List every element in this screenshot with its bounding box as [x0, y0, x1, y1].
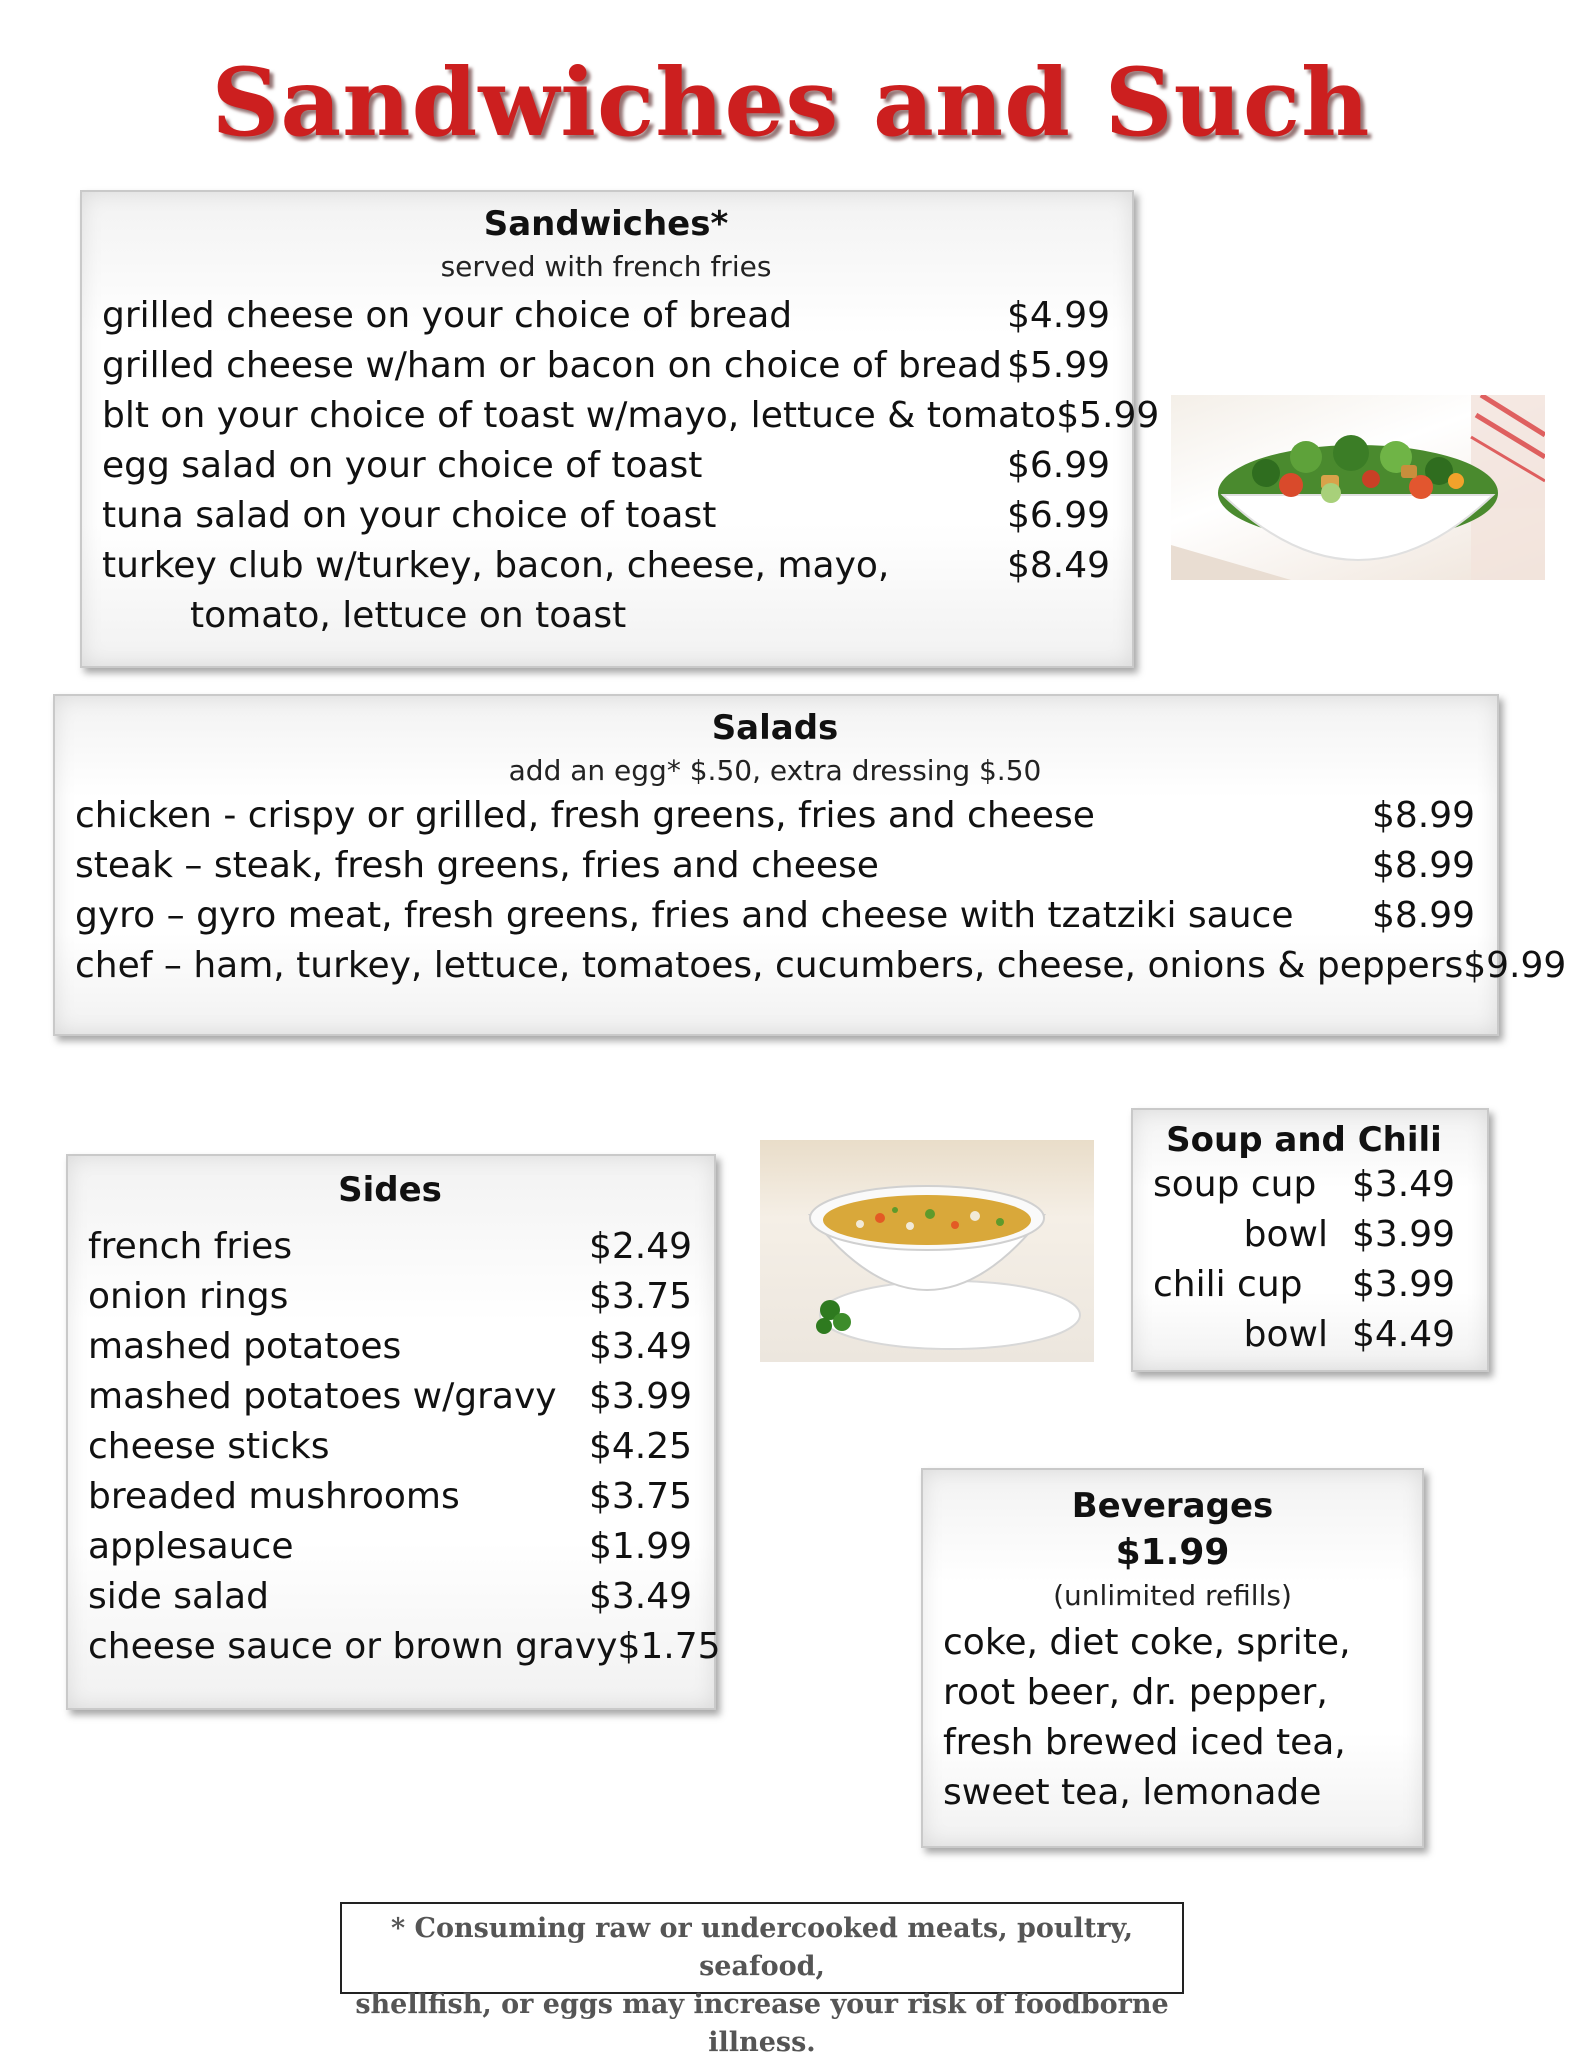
menu-item — [102, 391, 1160, 441]
notice-line-2: shellfish, or eggs may increase your risk of foodborne illness. — [355, 1989, 1169, 2058]
item-price: $3.99 — [1351, 1214, 1455, 1255]
item-price: $1.99 — [588, 1526, 692, 1567]
salads-title: Salads — [711, 708, 839, 748]
item-price: $3.99 — [588, 1376, 692, 1417]
menu-item — [88, 1272, 692, 1322]
menu-item — [75, 791, 1475, 841]
item-name: gyro – gyro meat, fresh greens, fries and cheese with tzatziki sauce — [75, 895, 1294, 936]
menu-item — [88, 1322, 692, 1372]
item-name: side salad — [88, 1576, 269, 1617]
item-name: blt on your choice of toast w/mayo, lettuce & tomato — [102, 395, 1057, 436]
menu-item-continuation — [102, 591, 1110, 641]
item-name: turkey club w/turkey, bacon, cheese, mayo, — [102, 545, 890, 586]
item-name: mashed potatoes — [88, 1326, 402, 1367]
beverage-line: coke, diet coke, sprite, — [943, 1622, 1351, 1663]
beverage-line: sweet tea, lemonade — [943, 1772, 1322, 1813]
item-price: $3.49 — [588, 1326, 692, 1367]
menu-item — [102, 441, 1110, 491]
item-name: grilled cheese w/ham or bacon on choice of bread — [102, 345, 1002, 386]
sides-title: Sides — [338, 1170, 442, 1210]
menu-item — [102, 291, 1110, 341]
item-name: mashed potatoes w/gravy — [88, 1376, 557, 1417]
menu-item — [1153, 1310, 1455, 1360]
beverages-note: (unlimited refills) — [1053, 1579, 1292, 1612]
item-name: steak – steak, fresh greens, fries and cheese — [75, 845, 879, 886]
sandwiches-subtitle: served with french fries — [440, 250, 772, 283]
item-name: bowl — [1243, 1314, 1328, 1355]
menu-item — [88, 1372, 692, 1422]
sandwiches-title: Sandwiches* — [483, 204, 729, 244]
item-price: $8.49 — [1006, 545, 1110, 586]
soup-title: Soup and Chili — [1166, 1120, 1442, 1160]
salads-section — [53, 694, 1567, 1036]
item-name: bowl — [1243, 1214, 1328, 1255]
menu-item — [102, 541, 1110, 591]
item-price: $2.49 — [588, 1226, 692, 1267]
menu-item — [88, 1472, 692, 1522]
menu-item — [88, 1222, 692, 1272]
item-name: grilled cheese on your choice of bread — [102, 295, 793, 336]
salads-subtitle: add an egg* $.50, extra dressing $.50 — [508, 754, 1042, 787]
item-price: $3.75 — [588, 1476, 692, 1517]
item-name: applesauce — [88, 1526, 294, 1567]
beverages-title: Beverages — [1071, 1486, 1274, 1526]
item-name: onion rings — [88, 1276, 289, 1317]
item-price: $3.75 — [588, 1276, 692, 1317]
sides-section — [66, 1154, 721, 1710]
menu-item — [75, 891, 1475, 941]
menu-item — [1153, 1260, 1455, 1310]
menu-item — [88, 1622, 721, 1672]
menu-item — [88, 1422, 692, 1472]
food-safety-notice — [340, 1902, 1184, 2058]
menu-item — [75, 841, 1475, 891]
item-price: $8.99 — [1371, 895, 1475, 936]
item-price: $3.49 — [1351, 1164, 1455, 1205]
item-price: $4.49 — [1351, 1314, 1455, 1355]
menu-item — [102, 491, 1110, 541]
item-name: chili cup — [1153, 1264, 1303, 1305]
item-price: $8.99 — [1371, 845, 1475, 886]
item-name: breaded mushrooms — [88, 1476, 460, 1517]
item-name: chicken - crispy or grilled, fresh greens, fries and cheese — [75, 795, 1095, 836]
item-price: $6.99 — [1006, 495, 1110, 536]
soup-bowl-photo — [760, 1140, 1094, 1362]
salad-bowl-photo — [1171, 395, 1545, 580]
menu-item — [88, 1522, 692, 1572]
item-continuation-text: tomato, lettuce on toast — [190, 595, 627, 636]
item-price: $4.25 — [588, 1426, 692, 1467]
item-name: french fries — [88, 1226, 293, 1267]
item-price: $5.99 — [1056, 395, 1160, 436]
item-price: $8.99 — [1371, 795, 1475, 836]
beverage-line: root beer, dr. pepper, — [943, 1672, 1328, 1713]
notice-line-1: * Consuming raw or undercooked meats, poultry, seafood, — [390, 1913, 1134, 1982]
menu-item — [1153, 1160, 1455, 1210]
item-name: egg salad on your choice of toast — [102, 445, 703, 486]
sandwiches-section — [80, 190, 1160, 668]
menu-item — [75, 941, 1567, 991]
menu-title: Sandwiches and Such — [211, 48, 1371, 158]
item-price: $6.99 — [1006, 445, 1110, 486]
item-name: soup cup — [1153, 1164, 1317, 1205]
beverages-section — [921, 1468, 1424, 1848]
beverages-price: $1.99 — [1115, 1532, 1230, 1573]
item-name: cheese sauce or brown gravy — [88, 1626, 618, 1667]
item-name: cheese sticks — [88, 1426, 330, 1467]
item-price: $1.75 — [617, 1626, 721, 1667]
item-price: $5.99 — [1006, 345, 1110, 386]
item-price: $4.99 — [1006, 295, 1110, 336]
menu-item — [1153, 1210, 1455, 1260]
menu-item — [102, 341, 1110, 391]
item-price: $9.99 — [1463, 945, 1567, 986]
item-name: tuna salad on your choice of toast — [102, 495, 717, 536]
beverage-line: fresh brewed iced tea, — [943, 1722, 1346, 1763]
menu-item — [88, 1572, 692, 1622]
item-name: chef – ham, turkey, lettuce, tomatoes, cucumbers, cheese, onions & peppers — [75, 945, 1464, 986]
item-price: $3.49 — [588, 1576, 692, 1617]
item-price: $3.99 — [1351, 1264, 1455, 1305]
soup-chili-section — [1131, 1108, 1489, 1372]
